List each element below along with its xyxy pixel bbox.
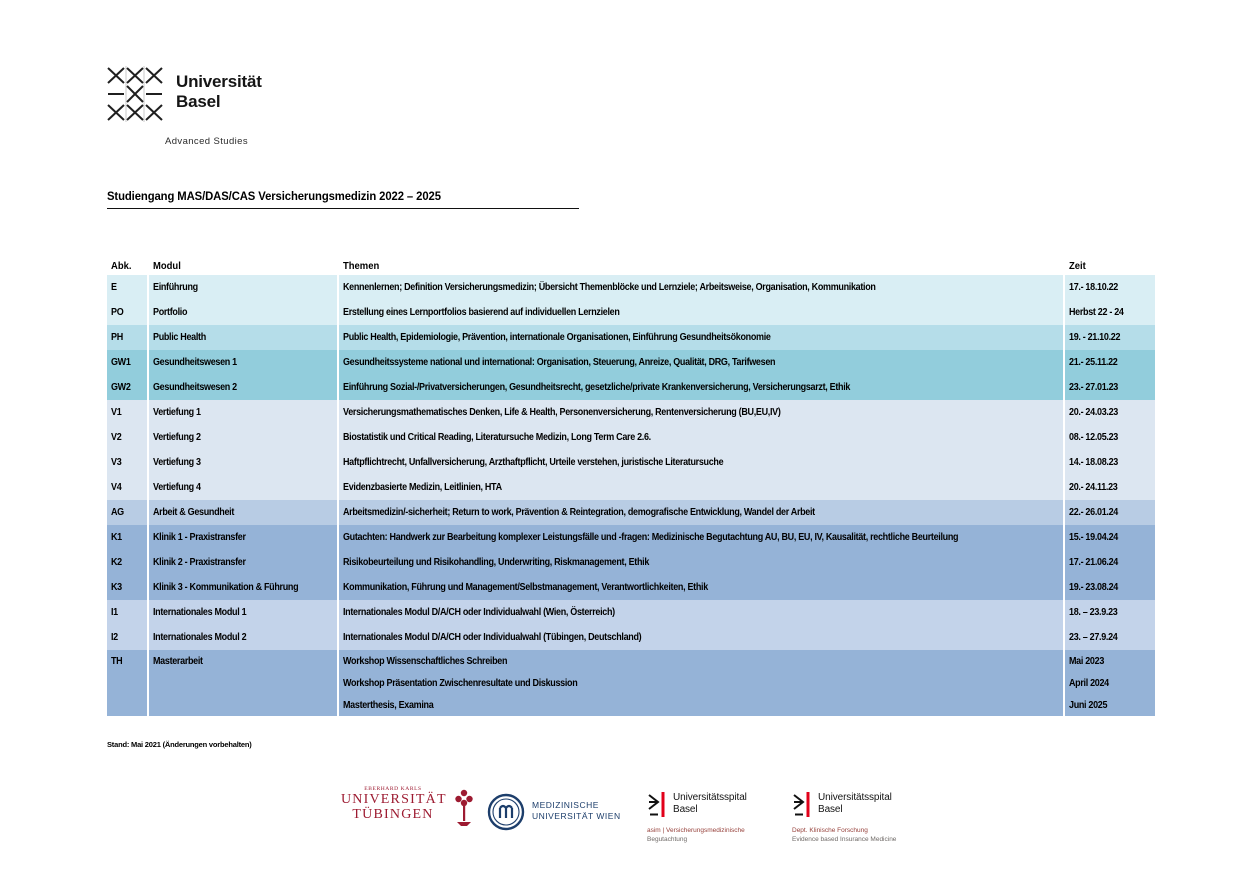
cell-abk — [107, 694, 149, 716]
cell-themen: Internationales Modul D/A/CH oder Individualwahl (Wien, Österreich) — [339, 600, 1065, 625]
cell-modul: Einführung — [149, 275, 339, 300]
cell-modul: Arbeit & Gesundheit — [149, 500, 339, 525]
cell-themen: Gutachten: Handwerk zur Bearbeitung komplexer Leistungsfälle und -fragen: Medizinische Begutachtung AU, BU, EU, IV, Kausalität, rechtliche Beurteilung — [339, 525, 1065, 550]
cell-modul: Vertiefung 3 — [149, 450, 339, 475]
meduni-wien-ring-icon — [487, 793, 525, 831]
usb-wordmark — [673, 792, 747, 815]
partner-usb-asim — [647, 791, 747, 844]
unibas-name-line2: Basel — [176, 92, 221, 111]
cell-zeit: 17.- 21.06.24 — [1069, 557, 1118, 568]
usb-ebim-sub2: Evidence based Insurance Medicine — [792, 835, 897, 843]
cell-themen: Arbeitsmedizin/-sicherheit; Return to work, Prävention & Reintegration, demografische Entwicklung, Wandel der Arbeit — [339, 500, 1065, 525]
cell-modul: Klinik 2 - Praxistransfer — [149, 550, 339, 575]
unibas-name-line1: Universität — [176, 72, 262, 91]
cell-abk: TH — [107, 650, 149, 672]
table-row — [107, 625, 1155, 650]
cell-themen: Workshop Präsentation Zwischenresultate und Diskussion — [339, 672, 1065, 694]
table-row — [107, 275, 1155, 300]
cell-modul: Vertiefung 4 — [149, 475, 339, 500]
usb-line2: Basel — [818, 803, 843, 815]
usb-asim-sub1: asim | Versicherungsmedizinische — [647, 827, 745, 834]
wien-line1: MEDIZINISCHE — [532, 800, 599, 810]
cell-themen: Kommunikation, Führung und Management/Selbstmanagement, Verantwortlichkeiten, Ethik — [339, 575, 1065, 600]
footnote: Stand: Mai 2021 (Änderungen vorbehalten) — [107, 740, 252, 749]
cell-zeit: 23. – 27.9.24 — [1069, 632, 1118, 643]
cell-abk: V4 — [107, 475, 149, 500]
course-table-body — [107, 275, 1155, 716]
cell-zeit: 20.- 24.11.23 — [1069, 482, 1118, 493]
cell-themen: Workshop Wissenschaftliches Schreiben — [339, 650, 1065, 672]
usb-arrow-icon — [792, 791, 814, 818]
cell-abk: AG — [107, 500, 149, 525]
cell-themen: Erstellung eines Lernportfolios basierend auf individuellen Lernzielen — [339, 300, 1065, 325]
table-row — [107, 350, 1155, 375]
cell-modul: Masterarbeit — [149, 650, 339, 672]
table-row — [107, 575, 1155, 600]
page-title: Studiengang MAS/DAS/CAS Versicherungsmedizin 2022 – 2025 — [107, 189, 579, 209]
cell-themen: Haftpflichtrecht, Unfallversicherung, Arzthaftpflicht, Urteile verstehen, juristische Literatursuche — [339, 450, 1065, 475]
usb-line1: Universitätsspital — [818, 792, 892, 803]
cell-zeit: April 2024 — [1069, 677, 1109, 689]
table-row — [107, 650, 1155, 672]
header-zeit: Zeit — [1069, 259, 1086, 272]
usb-line2: Basel — [673, 803, 698, 815]
cell-abk — [107, 672, 149, 694]
cell-modul: Internationales Modul 1 — [149, 600, 339, 625]
header-abk: Abk. — [111, 259, 132, 272]
cell-abk: K3 — [107, 575, 149, 600]
tuebingen-pre-label: EBERHARD KARLS — [364, 786, 422, 792]
usb-ebim-subtext — [792, 827, 896, 844]
tuebingen-line1: UNIVERSITÄT — [341, 792, 447, 807]
cell-modul: Internationales Modul 2 — [149, 625, 339, 650]
unibas-logo — [107, 66, 262, 122]
cell-abk: V1 — [107, 400, 149, 425]
partner-usb-ebim — [792, 791, 896, 844]
table-row — [107, 525, 1155, 550]
tuebingen-line2: TÜBINGEN — [352, 807, 434, 822]
partner-med-uni-wien — [487, 793, 621, 831]
cell-abk: I2 — [107, 625, 149, 650]
table-row — [107, 475, 1155, 500]
cell-zeit: Juni 2025 — [1069, 699, 1108, 711]
cell-zeit: Herbst 22 - 24 — [1069, 307, 1124, 318]
cell-abk: V2 — [107, 425, 149, 450]
cell-themen: Biostatistik und Critical Reading, Literatursuche Medizin, Long Term Care 2.6. — [339, 425, 1065, 450]
table-header-row — [107, 256, 1155, 275]
cell-zeit: 19.- 23.08.24 — [1069, 582, 1118, 593]
cell-abk: GW1 — [107, 350, 149, 375]
usb-line1: Universitätsspital — [673, 792, 747, 803]
cell-zeit: 08.- 12.05.23 — [1069, 432, 1118, 443]
cell-themen: Evidenzbasierte Medizin, Leitlinien, HTA — [339, 475, 1065, 500]
wien-line2: UNIVERSITÄT WIEN — [532, 811, 621, 821]
table-row — [107, 550, 1155, 575]
cell-modul — [149, 672, 339, 694]
cell-themen: Internationales Modul D/A/CH oder Individualwahl (Tübingen, Deutschland) — [339, 625, 1065, 650]
table-row — [107, 450, 1155, 475]
cell-themen: Public Health, Epidemiologie, Prävention, internationale Organisationen, Einführung Gesundheitsökonomie — [339, 325, 1065, 350]
table-row — [107, 600, 1155, 625]
table-row — [107, 400, 1155, 425]
header-modul: Modul — [153, 259, 181, 272]
cell-modul — [149, 694, 339, 716]
cell-abk: PO — [107, 300, 149, 325]
unibas-wordmark — [176, 72, 262, 112]
cell-modul: Klinik 3 - Kommunikation & Führung — [149, 575, 339, 600]
cell-themen: Masterthesis, Examina — [339, 694, 1065, 716]
cell-abk: V3 — [107, 450, 149, 475]
cell-zeit: 19. - 21.10.22 — [1069, 332, 1121, 343]
table-row — [107, 500, 1155, 525]
cell-zeit: 21.- 25.11.22 — [1069, 357, 1118, 368]
table-row — [107, 325, 1155, 350]
cell-modul: Vertiefung 1 — [149, 400, 339, 425]
cell-zeit: Mai 2023 — [1069, 655, 1105, 667]
usb-asim-subtext — [647, 827, 747, 844]
usb-wordmark — [818, 792, 892, 815]
cell-abk: GW2 — [107, 375, 149, 400]
advanced-studies-label: Advanced Studies — [165, 136, 248, 147]
tuebingen-emblem-icon — [453, 787, 475, 831]
cell-modul: Gesundheitswesen 1 — [149, 350, 339, 375]
cell-modul: Gesundheitswesen 2 — [149, 375, 339, 400]
cell-abk: E — [107, 275, 149, 300]
partner-tuebingen — [341, 786, 475, 831]
cell-abk: PH — [107, 325, 149, 350]
cell-abk: I1 — [107, 600, 149, 625]
table-row — [107, 425, 1155, 450]
header-themen: Themen — [343, 259, 380, 272]
cell-zeit: 23.- 27.01.23 — [1069, 382, 1118, 393]
cell-modul: Public Health — [149, 325, 339, 350]
cell-zeit: 18. – 23.9.23 — [1069, 607, 1118, 618]
cell-zeit: 17.- 18.10.22 — [1069, 282, 1118, 293]
cell-abk: K2 — [107, 550, 149, 575]
unibas-crest-icon — [107, 66, 163, 122]
cell-themen: Kennenlernen; Definition Versicherungsmedizin; Übersicht Themenblöcke und Lernziele; Arbeitsweise, Organisation, Kommunikation — [339, 275, 1065, 300]
cell-modul: Portfolio — [149, 300, 339, 325]
cell-themen: Einführung Sozial-/Privatversicherungen, Gesundheitsrecht, gesetzliche/private Krankenversicherung, Versicherungsarzt, Ethik — [339, 375, 1065, 400]
course-table — [107, 256, 1155, 716]
meduni-wien-wordmark — [532, 800, 621, 822]
table-row — [107, 694, 1155, 716]
cell-zeit: 15.- 19.04.24 — [1069, 532, 1118, 543]
cell-abk: K1 — [107, 525, 149, 550]
cell-zeit: 14.- 18.08.23 — [1069, 457, 1118, 468]
cell-themen: Versicherungsmathematisches Denken, Life & Health, Personenversicherung, Rentenversicherung (BU,EU,IV) — [339, 400, 1065, 425]
usb-ebim-sub1: Dept. Klinische Forschung — [792, 827, 868, 834]
cell-themen: Gesundheitssysteme national und international: Organisation, Steuerung, Anreize, Qualität, DRG, Tarifwesen — [339, 350, 1065, 375]
table-row — [107, 672, 1155, 694]
table-row — [107, 375, 1155, 400]
cell-zeit: 22.- 26.01.24 — [1069, 507, 1118, 518]
cell-zeit: 20.- 24.03.23 — [1069, 407, 1118, 418]
tuebingen-wordmark — [341, 786, 445, 822]
usb-arrow-icon — [647, 791, 669, 818]
table-row — [107, 300, 1155, 325]
cell-themen: Risikobeurteilung und Risikohandling, Underwriting, Riskmanagement, Ethik — [339, 550, 1065, 575]
usb-asim-sub2: Begutachtung — [647, 835, 688, 843]
cell-modul: Vertiefung 2 — [149, 425, 339, 450]
cell-modul: Klinik 1 - Praxistransfer — [149, 525, 339, 550]
